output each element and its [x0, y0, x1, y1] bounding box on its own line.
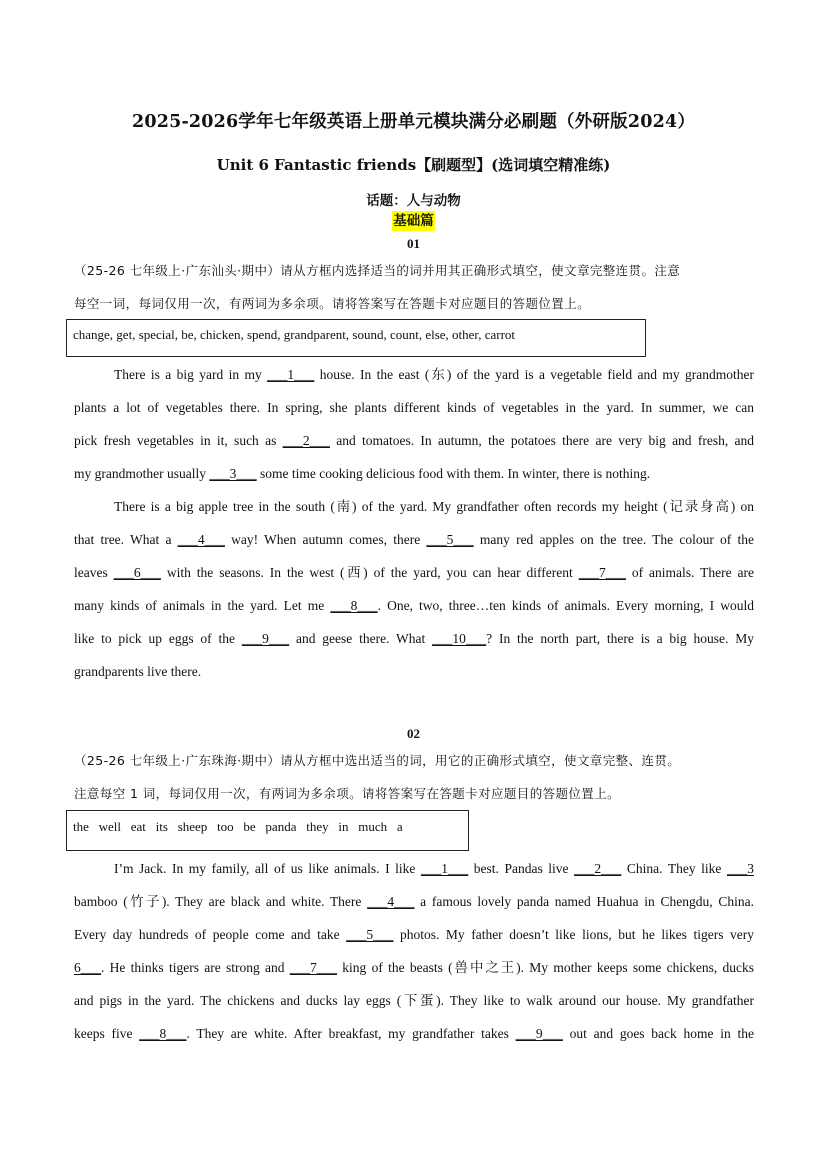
passage-line: and pigs in the yard. The chickens and ducks lay eggs (下蛋). They like to walk around our house. My grandfather: [74, 993, 754, 1008]
section-number-01: 01: [407, 236, 420, 251]
answer-blank[interactable]: ___4___: [367, 894, 415, 909]
answer-blank[interactable]: ___2___: [574, 861, 622, 876]
instruction-line: （25-26 七年级上·广东珠海·期中）请从方框中选出适当的词，用它的正确形式填空，使文章完整、连贯。: [74, 753, 681, 768]
answer-blank[interactable]: ___9___: [241, 631, 290, 646]
word-box-1: change, get, special, be, chicken, spend, grandparent, sound, count, else, other, carrot: [66, 319, 646, 357]
instruction-line: 每空一词，每词仅用一次，有两词为多余项。请将答案写在答题卡对应题目的答题位置上。: [74, 296, 591, 311]
passage-line: Every day hundreds of people come and take ___5___ photos. My father doesn’t like lions, but he likes tigers very: [74, 918, 754, 951]
passage-line: leaves ___6___ with the seasons. In the west (西) of the yard, you can hear different ___7___ of animals. There are: [74, 556, 754, 589]
answer-blank[interactable]: ___5___: [426, 532, 474, 547]
passage-line: I’m Jack. In my family, all of us like animals. I like ___1___ best. Pandas live ___2___ China. They like ___3: [74, 852, 754, 885]
section2-passage: [74, 852, 754, 1050]
passage-line: that tree. What a ___4___ way! When autumn comes, there ___5___ many red apples on the tree. The colour of the: [74, 523, 754, 556]
passage-line: plants a lot of vegetables there. In spring, she plants different kinds of vegetables in the yard. In summer, we can: [74, 400, 754, 415]
unit-subtitle: Unit 6 Fantastic friends【刷题型】(选词填空精准练): [216, 156, 611, 174]
passage-line: like to pick up eggs of the ___9___ and geese there. What ___10___? In the north part, there is a big house. My: [74, 622, 754, 655]
topic-label: 话题：人与动物: [366, 193, 461, 209]
passage-line: keeps five ___8___. They are white. After breakfast, my grandfather takes ___9___ out and goes back home in the: [74, 1017, 754, 1050]
answer-blank[interactable]: ___1___: [267, 367, 315, 382]
instruction-line: （25-26 七年级上·广东汕头·期中）请从方框内选择适当的词并用其正确形式填空，使文章完整连贯。注意: [74, 263, 681, 278]
answer-blank[interactable]: 6___: [74, 960, 101, 975]
answer-blank[interactable]: ___8___: [330, 598, 378, 613]
answer-blank[interactable]: ___3: [726, 861, 754, 876]
answer-blank[interactable]: ___7___: [578, 565, 626, 580]
passage-line: There is a big yard in my ___1___ house. In the east (东) of the yard is a vegetable field and my grandmother: [74, 358, 754, 391]
passage-line: many kinds of animals in the yard. Let me ___8___. One, two, three…ten kinds of animals. Every morning, I would: [74, 589, 754, 622]
passage-line: bamboo (竹子). They are black and white. There ___4___ a famous lovely panda named Huahua in Chengdu, China.: [74, 885, 754, 918]
passage-line: 6___. He thinks tigers are strong and ___7___ king of the beasts (兽中之王). My mother keeps some chickens, ducks: [74, 951, 754, 984]
section-number-02: 02: [407, 726, 420, 741]
document-title: 2025-2026学年七年级英语上册单元模块满分必刷题（外研版2024）: [131, 112, 696, 132]
instruction-line: 注意每空 1 词，每词仅用一次，有两词为多余项。请将答案写在答题卡对应题目的答题位置上。: [74, 786, 621, 801]
answer-blank[interactable]: ___10___: [432, 631, 487, 646]
word-box-2: the well eat its sheep too be panda they in much a: [66, 810, 469, 851]
answer-blank[interactable]: ___3___: [209, 466, 257, 481]
answer-blank[interactable]: ___4___: [177, 532, 225, 547]
passage-line: grandparents live there.: [74, 664, 202, 679]
passage-line: There is a big apple tree in the south (南) of the yard. My grandfather often records my height (记录身高) on: [114, 499, 754, 514]
answer-blank[interactable]: ___6___: [113, 565, 161, 580]
section2-instructions: [74, 744, 754, 810]
answer-blank[interactable]: ___1___: [420, 861, 469, 876]
answer-blank[interactable]: ___8___: [139, 1026, 187, 1041]
section1-passage: [74, 358, 754, 688]
answer-blank[interactable]: ___7___: [289, 960, 338, 975]
passage-line: my grandmother usually ___3___ some time cooking delicious food with them. In winter, there is nothing.: [74, 457, 754, 490]
section1-instructions: [74, 254, 754, 320]
answer-blank[interactable]: ___5___: [346, 927, 394, 942]
answer-blank[interactable]: ___9___: [515, 1026, 563, 1041]
level-label: 基础篇: [393, 213, 434, 229]
answer-blank[interactable]: ___2___: [282, 433, 330, 448]
passage-line: pick fresh vegetables in it, such as ___2___ and tomatoes. In autumn, the potatoes there are very big and fresh, and: [74, 424, 754, 457]
